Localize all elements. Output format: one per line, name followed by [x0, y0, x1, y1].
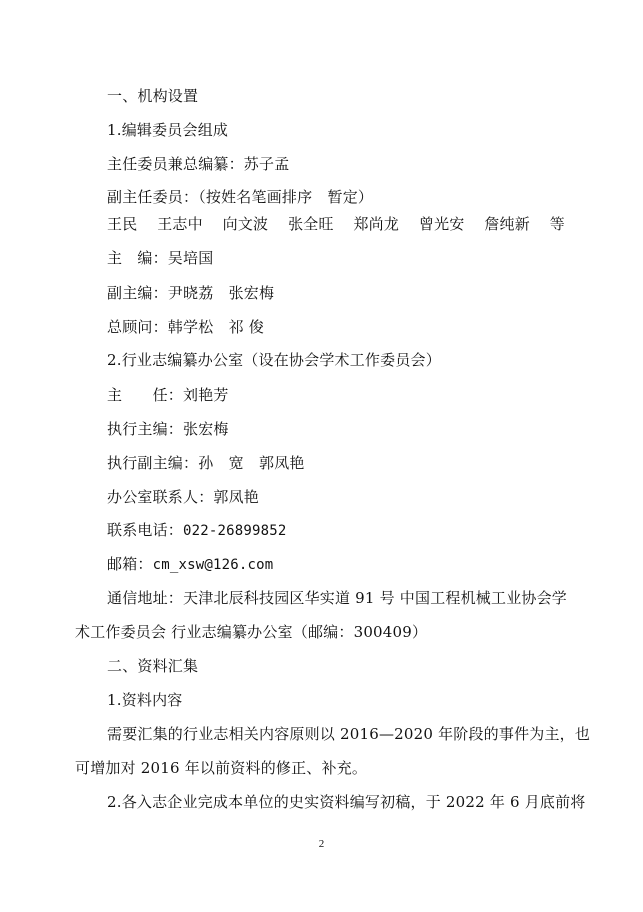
- member-name: 曾光安: [418, 215, 465, 233]
- chair-line: 主任委员兼总编纂：苏子孟: [107, 155, 290, 173]
- subheading-editorial-committee: 1.编辑委员会组成: [107, 121, 229, 139]
- member-name: 张全旺: [288, 215, 334, 233]
- member-name: 王志中: [157, 215, 203, 233]
- email-line: [107, 554, 273, 575]
- editor-line: 主 编：吴培国: [107, 249, 214, 267]
- member-name: 向文波: [222, 215, 269, 233]
- content-paragraph-line-1: 需要汇集的行业志相关内容原则以 2016—2020 年阶段的事件为主，也: [107, 725, 591, 743]
- submission-paragraph-line: 2.各入志企业完成本单位的史实资料编写初稿，于 2022 年 6 月底前将: [107, 793, 586, 811]
- content-paragraph-line-2: 可增加对 2016 年以前资料的修正、补充。: [75, 759, 368, 777]
- subheading-material-content: 1.资料内容: [107, 691, 183, 709]
- phone-number: 022-26899852: [183, 523, 287, 539]
- member-name: 詹纯新: [484, 215, 530, 233]
- email-address: cm_xsw@126.com: [152, 557, 274, 573]
- address-line-1: 通信地址：天津北辰科技园区华实道 91 号 中国工程机械工业协会学: [107, 589, 567, 607]
- vice-chair-line: 副主任委员：（按姓名笔画排序 暂定）: [107, 188, 374, 206]
- address-line-2: 术工作委员会 行业志编纂办公室（邮编：300409）: [75, 623, 428, 641]
- member-etc: 等: [549, 215, 565, 233]
- director-line: 主 任：刘艳芳: [107, 386, 229, 404]
- email-label: 邮箱：: [107, 555, 153, 573]
- member-name: 郑尚龙: [353, 215, 400, 233]
- section-heading-materials: 二、资料汇集: [107, 657, 199, 675]
- subheading-office: 2.行业志编纂办公室（设在协会学术工作委员会）: [107, 351, 441, 369]
- phone-line: [107, 520, 287, 541]
- member-name: 王民: [107, 215, 138, 233]
- phone-label: 联系电话：: [107, 521, 184, 539]
- deputy-editor-line: 副主编：尹晓荔 张宏梅: [107, 284, 275, 302]
- office-contact-line: 办公室联系人：郭凤艳: [107, 488, 260, 506]
- committee-members-list: [107, 214, 565, 234]
- advisor-line: 总顾问：韩学松 祁 俊: [107, 318, 264, 336]
- section-heading-organization: 一、机构设置: [107, 87, 199, 105]
- exec-deputy-line: 执行副主编：孙 宽 郭凤艳: [107, 454, 305, 472]
- page-number: 2: [318, 838, 325, 850]
- exec-editor-line: 执行主编：张宏梅: [107, 420, 229, 438]
